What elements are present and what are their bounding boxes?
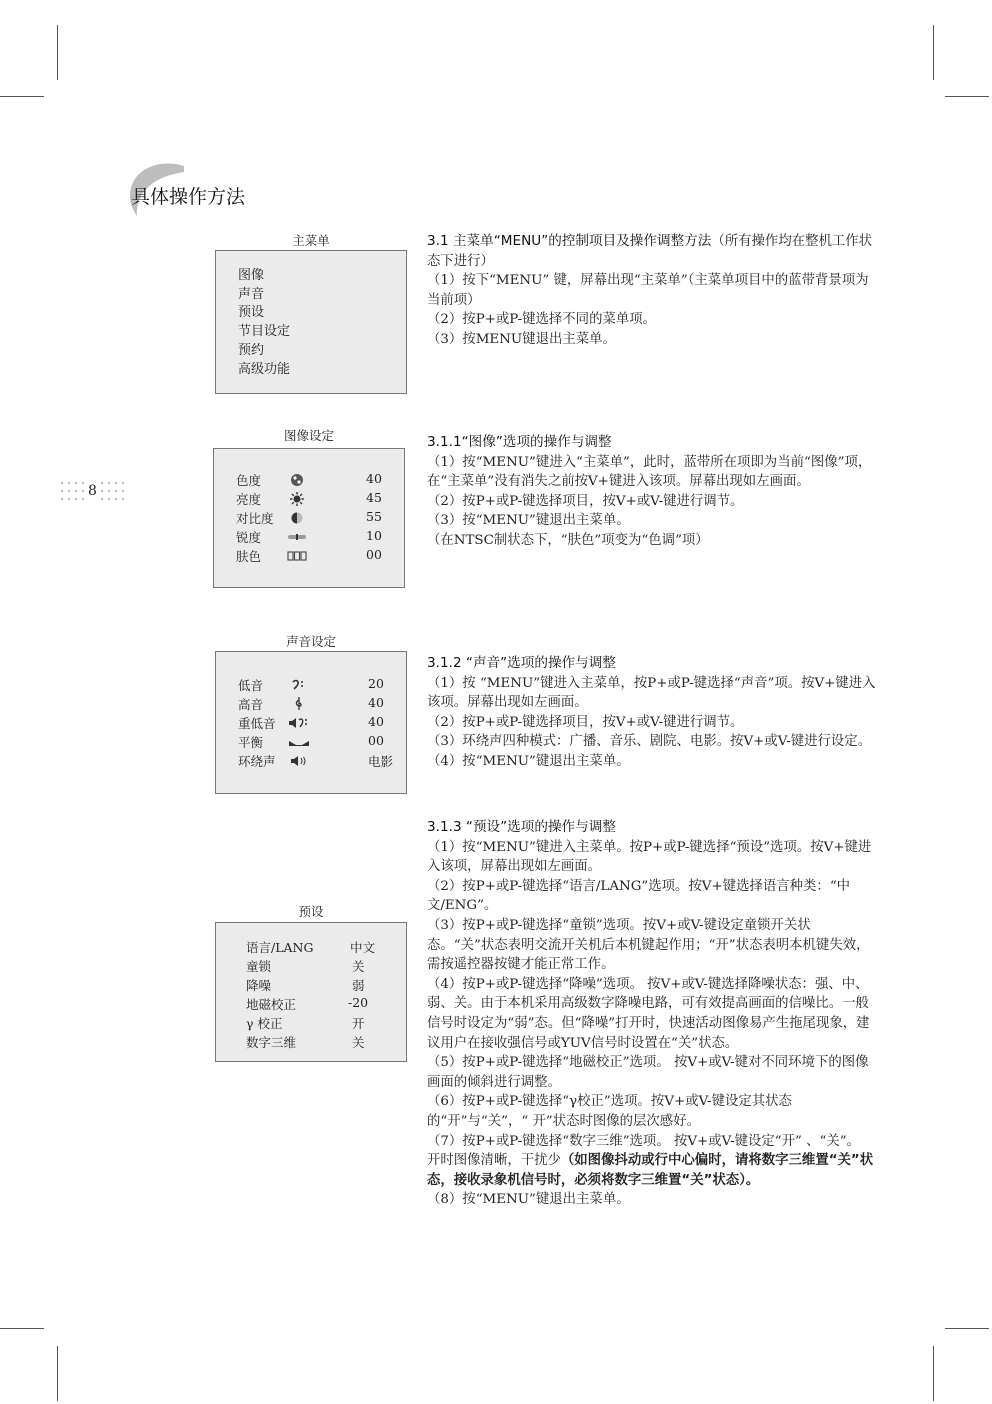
row-label: 锐度 [236,530,262,545]
paragraph: （2）按P+或P-键选择项目，按V+或V-键进行调节。 [427,714,744,730]
crop-mark [933,1346,934,1401]
image-row-contrast [214,509,404,528]
skin-tone-icon [286,549,308,563]
paragraph: （3）按“MENU”键退出主菜单。 [427,513,630,529]
paragraph: （5）按P+或P-键选择“地磁校正”选项。 按V+或V-键对不同环境下的图像画面的倾斜进行调整。 [427,1055,869,1090]
paragraph: （在NTSC制状态下，“肤色”项变为“色调”项） [427,532,709,548]
row-label: 对比度 [236,511,274,526]
treble-clef-icon [288,697,310,711]
main-menu-box [215,250,407,394]
section-heading: 3.1 主菜单“MENU”的控制项目及操作调整方法 [427,233,712,249]
section-3-1 [427,232,877,350]
section-heading: 3.1.2 “声音”选项的操作与调整 [427,655,616,671]
paragraph: （1）按“MENU”键进入“主菜单”，此时，蓝带所在项即为当前“图像”项，在“主菜单”没有消失之前按V+键进入该项。屏幕出现如左画面。 [427,454,872,490]
row-label: 低音 [238,678,264,693]
row-value: 20 [368,676,384,691]
menu-item: 高级功能 [238,361,291,377]
row-value: 45 [366,490,382,505]
preset-row [216,938,406,957]
preset-row [216,976,406,995]
preset-row [216,995,406,1014]
row-value: 00 [366,547,382,562]
row-value: 开 [352,1016,365,1031]
crop-mark [0,96,44,97]
sound-settings-box [215,651,407,794]
crop-mark [57,25,58,80]
paragraph: （4）按“MENU”键退出主菜单。 [427,753,630,769]
row-value: 中文 [350,940,376,955]
row-label: 亮度 [236,492,262,507]
row-value: -20 [348,995,369,1010]
crop-mark [945,1328,989,1329]
row-value: 关 [352,1035,365,1050]
row-label: 语言/LANG [246,940,314,955]
row-value: 00 [368,733,384,748]
page-number: 8 [88,483,97,499]
paragraph: （6）按P+或P-键选择“γ校正”选项。按V+或V-键设定其状态的“开”与“关”，“ 开”状态时图像的层次感好。 [427,1094,792,1129]
subwoofer-icon [288,716,310,730]
row-label: 重低音 [238,716,276,731]
section-3-1-1 [427,433,877,551]
image-settings-title: 图像设定 [283,428,334,443]
row-value: 40 [368,695,384,710]
row-value: 10 [366,528,382,543]
sound-settings-title: 声音设定 [285,634,336,649]
row-value: 关 [352,959,365,974]
section-3-1-3 [427,818,877,1210]
paragraph: （1）按下“MENU” 键，屏幕出现“主菜单”（主菜单项目中的蓝带背景项为当前项） [427,273,869,308]
preset-title: 预设 [298,904,324,919]
image-row-skin [214,547,404,566]
row-label: 童锁 [246,959,272,974]
crop-mark [57,1346,58,1401]
image-settings-box [213,448,405,588]
paragraph: （3）环绕声四种模式：广播、音乐、剧院、电影。按V+或V-键进行设定。 [427,734,872,750]
bass-clef-icon [288,678,310,692]
menu-item: 预约 [238,342,265,358]
row-value: 40 [368,714,384,729]
balance-icon [288,735,310,749]
section-heading: 3.1.3 “预设”选项的操作与调整 [427,819,616,835]
row-label: 数字三维 [246,1035,297,1050]
paragraph-text: （7）按P+或P-键选择“数字三维”选项。 按V+或V-键设定“开” 、“关”。 开时图像清晰，干扰少 [427,1133,860,1169]
menu-item: 节目设定 [238,324,291,340]
preset-row [216,1014,406,1033]
sharpness-icon [286,530,308,544]
preset-row [216,957,406,976]
row-label: 地磁校正 [246,997,297,1012]
crop-mark [0,1328,44,1329]
sun-icon [286,492,308,506]
row-label: 环绕声 [238,754,276,769]
crop-mark [945,96,989,97]
paragraph: （1）按“MENU”键进入主菜单。按P+或P-键选择“预设”选项。按V+键进入该项，屏幕出现如左画面。 [427,839,872,875]
main-menu-title: 主菜单 [292,233,330,248]
menu-item: 预设 [238,305,265,321]
crop-mark [933,25,934,80]
sound-row-surround [216,752,406,771]
image-row-brightness [214,490,404,509]
speaker-icon [288,754,310,768]
sound-row-subwoofer [216,714,406,733]
image-row-color [214,471,404,490]
row-value: 弱 [352,978,365,993]
paragraph [427,1132,877,1191]
warning-text: （如图像抖动或行中心偏时，请将数字三维置“关”状态，接收录象机信号时，必须将数字三维置“关”状态）。 [427,1153,874,1188]
paragraph: （4）按P+或P-键选择“降噪”选项。 按V+或V-键选择降噪状态：强、中、弱、关。由于本机采用高级数字降噪电路，可有效提高画面的信噪比。一般信号时设定为“弱”态。但“降噪”打开时，快速活动图像易产生拖尾现象，建议用户在接收强信号或YUV信号时设置在“关”状态。 [427,976,870,1051]
row-value: 电影 [368,754,394,769]
row-label: 降噪 [246,978,272,993]
row-label: 平衡 [238,735,264,750]
paragraph: （3）按P+或P-键选择“童锁”选项。按V+或V-键设定童锁开关状态。“关”状态表明交流开关机后本机键起作用；“开”状态表明本机键失效，需按遥控器按键才能正常工作。 [427,917,870,973]
preset-box [215,922,407,1062]
image-row-sharpness [214,528,404,547]
row-value: 40 [366,471,382,486]
row-value: 55 [366,509,382,524]
paragraph: （3）按MENU键退出主菜单。 [427,331,616,347]
row-label: γ 校正 [246,1016,283,1031]
menu-item: 图像 [238,268,265,283]
section-heading-note: （所有操作均在整机工作状态下进行） [427,234,873,269]
section-heading: 3.1.1“图像”选项的操作与调整 [427,434,612,450]
sound-row-treble [216,695,406,714]
preset-row [216,1033,406,1052]
paragraph: （2）按P+或P-键选择“语言/LANG”选项。按V+键选择语言种类：“中文/ENG”。 [427,878,851,914]
row-label: 高音 [238,697,264,712]
paragraph: （1）按 “MENU”键进入主菜单，按P+或P-键选择“声音”项。按V+键进入该项。屏幕出现如左画面。 [427,675,876,711]
row-label: 色度 [236,473,262,488]
menu-item: 声音 [238,286,265,302]
section-3-1-2 [427,654,877,772]
section-title: 具体操作方法 [131,186,246,208]
sound-row-bass [216,676,406,695]
row-label: 肤色 [236,549,262,564]
paragraph: （2）按P+或P-键选择项目，按V+或V-键进行调节。 [427,493,744,509]
paragraph: （2）按P+或P-键选择不同的菜单项。 [427,312,657,328]
contrast-icon [286,511,308,525]
paragraph: （8）按“MENU”键退出主菜单。 [427,1192,630,1208]
palette-icon [286,473,308,487]
sound-row-balance [216,733,406,752]
